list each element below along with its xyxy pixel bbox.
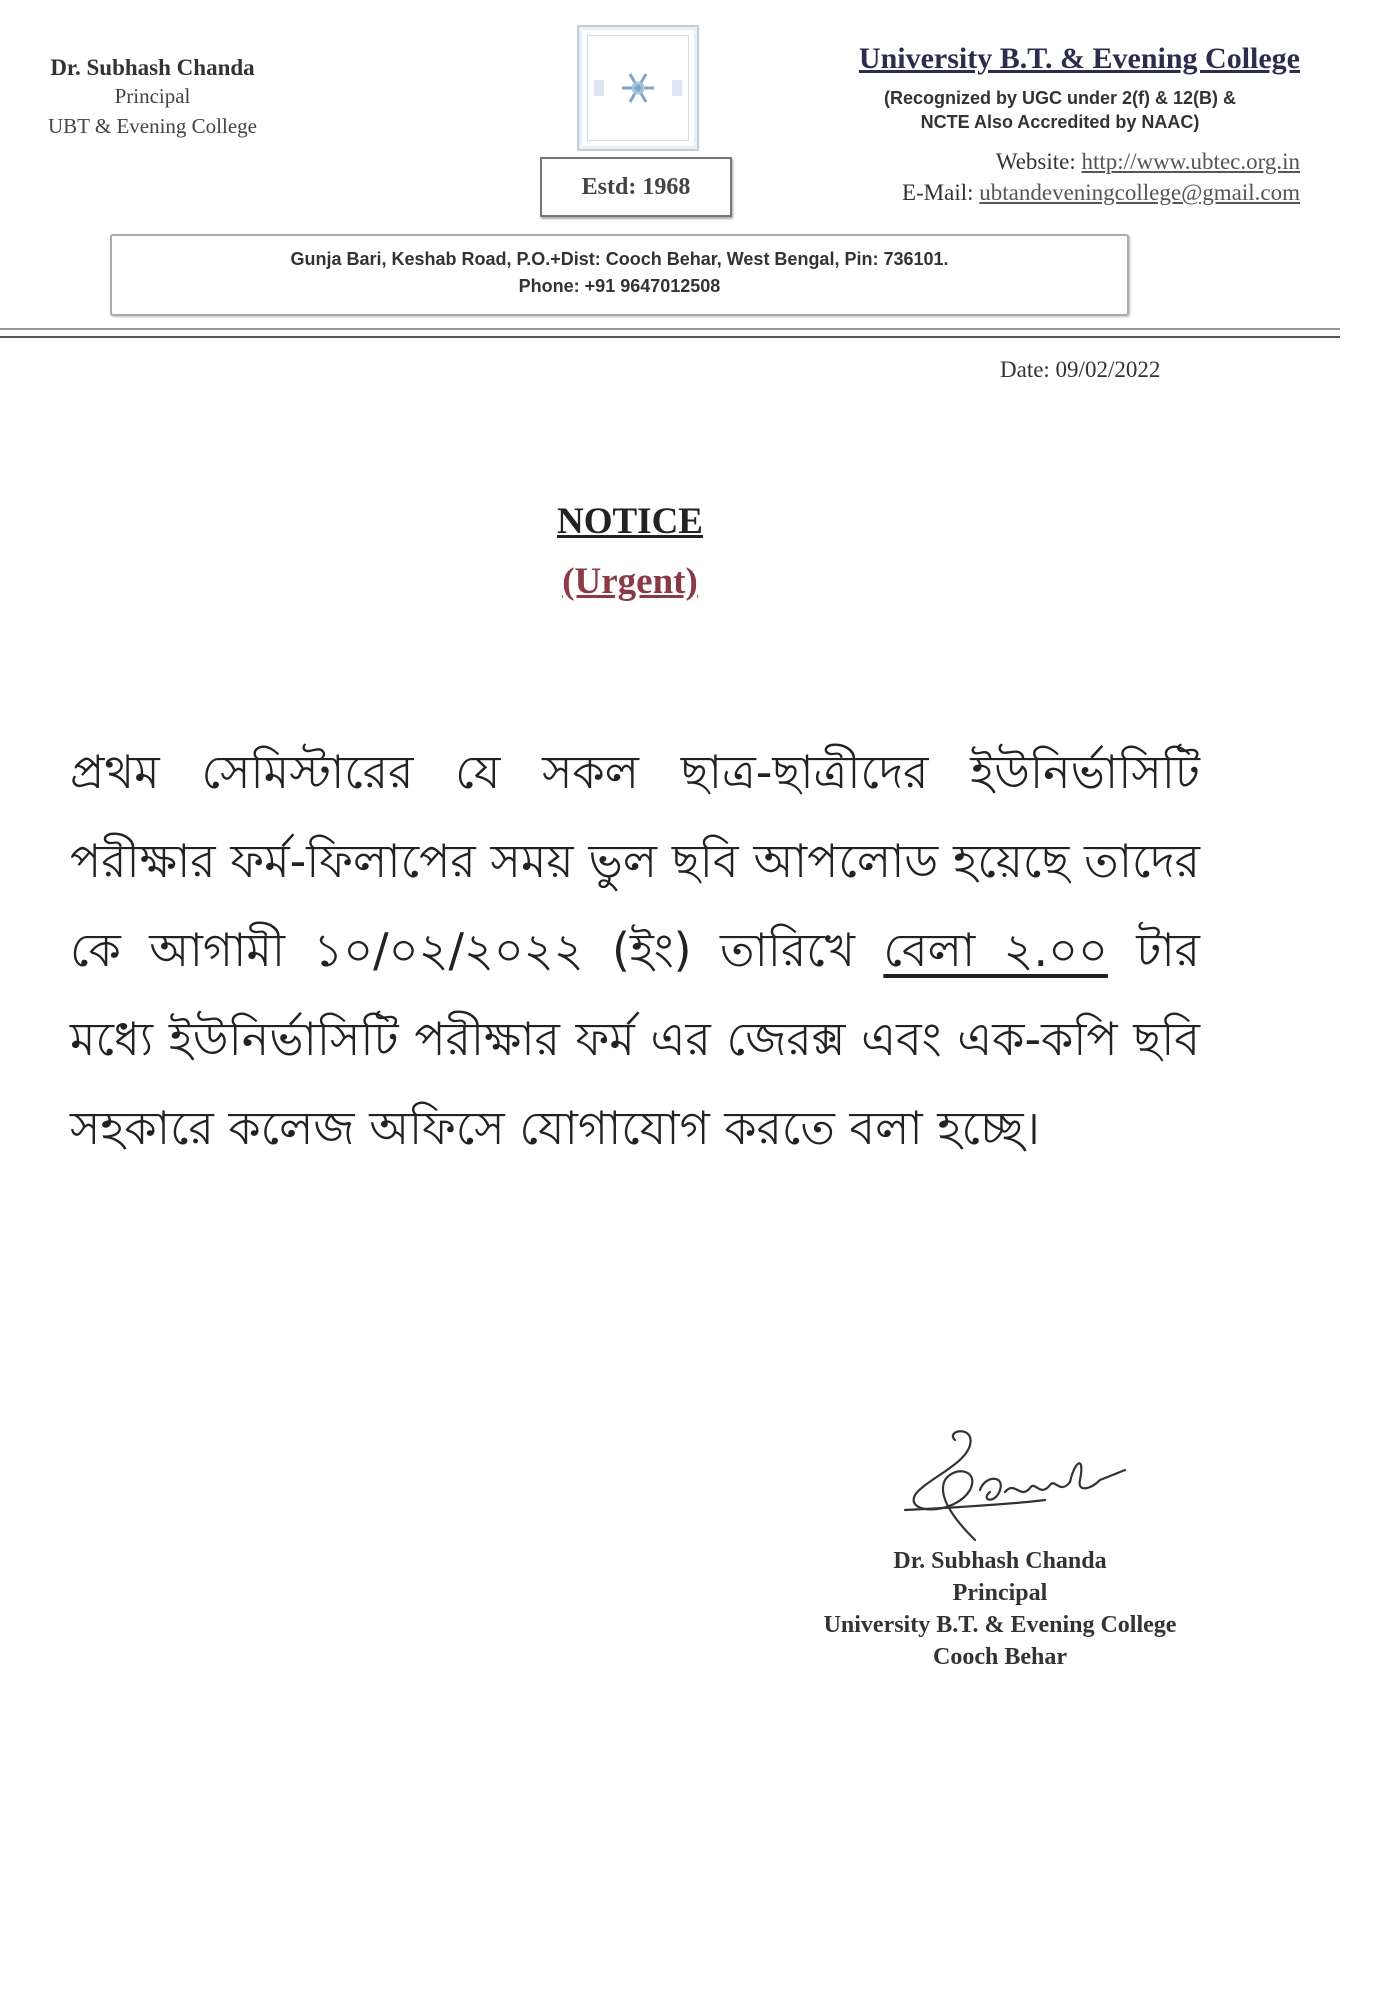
snowflake-emblem-icon: [588, 36, 688, 140]
signatory-title: Principal: [952, 1580, 1048, 1606]
address-box: [110, 234, 1129, 316]
principal-header-block: [20, 55, 285, 141]
signatory-name: Dr. Subhash Chanda: [893, 1548, 1107, 1574]
header-divider: [0, 328, 1340, 330]
college-logo: [577, 25, 699, 151]
address-line: Gunja Bari, Keshab Road, P.O.+Dist: Cooch Behar, West Bengal, Pin: 736101.: [290, 249, 949, 269]
phone-line: Phone: +91 9647012508: [518, 276, 721, 296]
signatory-college: University B.T. & Evening College: [823, 1612, 1177, 1638]
signature-block: [780, 1545, 1220, 1673]
notice-time-highlight: বেলা ২.০০: [883, 923, 1108, 977]
notice-date: Date: 09/02/2022: [1000, 357, 1161, 382]
notice-body: প্রথম সেমিস্টারের যে সকল ছাত্র-ছাত্রীদের ইউনির্ভাসিটি পরীক্ষার ফর্ম-ফিলাপের সময় ভুল ছবি আপলোড হয়েছে তাদের কে আগামী ১০/০২/২০২২ (ইং) তারিখে বেলা ২.০০ টার মধ্যে ইউনির্ভাসিটি পরীক্ষার ফর্ম এর জেরক্স এবং এক-কপি ছবি সহকারে কলেজ অফিসে যোগাযোগ করতে বলা হচ্ছে।: [70, 745, 1200, 1155]
principal-college: UBT & Evening College: [47, 114, 257, 138]
handwritten-signature: [885, 1420, 1145, 1550]
college-header-block: [760, 42, 1300, 208]
email-link[interactable]: ubtandeveningcollege@gmail.com: [979, 180, 1300, 205]
established-year-box: Estd: 1968: [540, 157, 732, 217]
notice-urgent-label: (Urgent): [562, 561, 698, 602]
college-name: University B.T. & Evening College: [858, 42, 1300, 75]
notice-heading: NOTICE: [557, 501, 703, 542]
website-link[interactable]: http://www.ubtec.org.in: [1081, 149, 1300, 174]
recognition-text: (Recognized by UGC under 2(f) & 12(B) & NCTE Also Accredited by NAAC): [883, 88, 1237, 132]
contact-info: Website: http://www.ubtec.org.in E-Mail: ubtandeveningcollege@gmail.com: [901, 149, 1300, 205]
principal-title: Principal: [114, 84, 191, 108]
header-divider: [0, 336, 1340, 338]
principal-name: Dr. Subhash Chanda: [50, 55, 255, 80]
signatory-place: Cooch Behar: [933, 1644, 1067, 1670]
